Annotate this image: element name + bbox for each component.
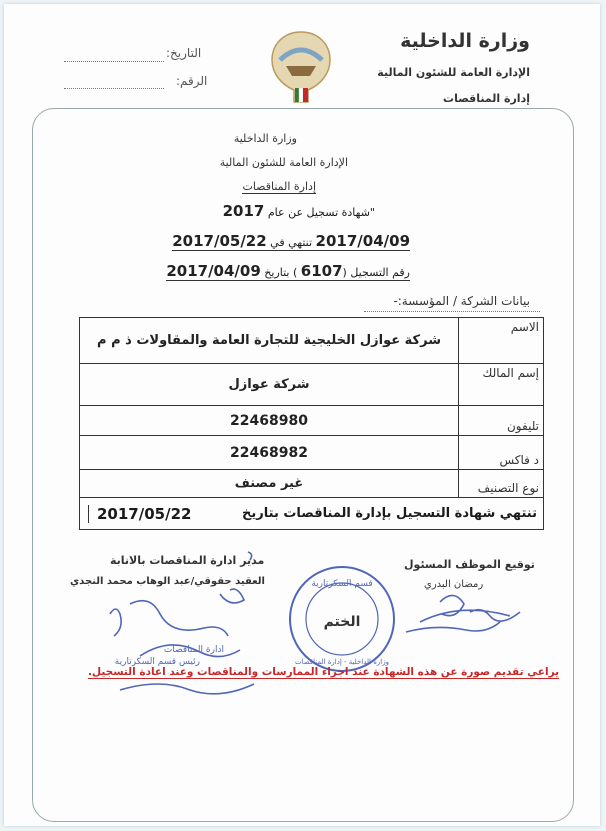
reg-date-label: ) بتاريخ — [264, 266, 298, 279]
expiry-date: 2017/05/22 — [88, 505, 191, 523]
valid-to-date: 2017/05/22 — [172, 232, 267, 250]
manager-title: مدير ادارة المناقصات بالانابة — [110, 554, 265, 567]
document-page — [4, 4, 600, 826]
cert-department: الإدارة العامة للشئون المالية — [219, 156, 348, 169]
stamp-top-text: قسم السكرتارية — [311, 579, 373, 589]
manager-name: العقيد حقوقي/عبد الوهاب محمد النجدي — [70, 576, 265, 587]
date-line — [64, 61, 164, 62]
handstamp-line2: رئيس قسم السكرتارية — [114, 657, 200, 667]
cert-ministry: وزارة الداخلية — [233, 132, 297, 145]
letterhead-department: الإدارة العامة للشئون المالية — [377, 66, 530, 79]
registration-line — [166, 262, 410, 281]
company-name-value: شركة عوازل الخليجية للتجارة العامة والمقاولات ذ م م — [80, 318, 459, 364]
expiry-cell — [80, 498, 544, 530]
employee-name: رمضان البدري — [424, 579, 484, 590]
table-row — [80, 436, 544, 470]
table-row — [80, 406, 544, 436]
letterhead-ministry: وزارة الداخلية — [400, 30, 530, 52]
handstamp-line1: ادارة المناقصات — [163, 645, 224, 655]
registration-note: يراعي تقديم صورة عن هذه الشهادة عند اجراء الممارسات والمناقصات وعند اعادة التسجيل. — [88, 666, 560, 678]
fax-label: د فاكس — [459, 436, 544, 470]
classification-value: غير مصنف — [80, 470, 459, 498]
letterhead-section: إدارة المناقصات — [443, 92, 530, 105]
manager-signature-icon — [100, 544, 270, 704]
number-line — [64, 88, 164, 89]
employee-signature-label: توقيع الموظف المسئول — [404, 558, 535, 571]
number-label: الرقم: — [176, 74, 208, 88]
heading-underline — [364, 311, 540, 312]
company-info-table — [79, 317, 544, 530]
company-data-heading: بيانات الشركة / المؤسسة:- — [393, 294, 530, 308]
official-stamp-icon — [287, 564, 397, 674]
table-row — [80, 498, 544, 530]
cert-title — [223, 202, 375, 220]
owner-label: إسم المالك — [459, 364, 544, 406]
reg-date: 2017/04/09 — [166, 262, 261, 280]
stamp-label: الختم — [323, 614, 361, 630]
reg-number: 6107 — [300, 262, 343, 280]
phone-label: تليفون — [459, 406, 544, 436]
reg-label: رقم التسجيل ( — [342, 266, 410, 279]
expiry-text: تنتهي شهادة التسجيل بإدارة المناقصات بتاريخ — [242, 506, 537, 521]
cert-title-text: "شهادة تسجيل عن عام — [267, 206, 375, 219]
validity-line — [172, 232, 410, 251]
company-name-label: الاسم — [459, 318, 544, 364]
phone-value: 22468980 — [80, 406, 459, 436]
date-label: التاريخ: — [166, 46, 202, 60]
table-row — [80, 364, 544, 406]
table-row — [80, 318, 544, 364]
classification-label: نوع التصنيف — [459, 470, 544, 498]
cert-section: إدارة المناقصات — [242, 180, 316, 193]
fax-value: 22468982 — [80, 436, 459, 470]
kuwait-emblem-icon — [266, 30, 336, 104]
valid-from-date: 2017/04/09 — [315, 232, 410, 250]
owner-value: شركة عوازل — [80, 364, 459, 406]
cert-year: 2017 — [222, 202, 265, 220]
table-row — [80, 470, 544, 498]
stamp-bottom-text: وزارة الداخلية - إدارة المناقصات — [295, 658, 389, 666]
ends-on-label: تنتهي في — [270, 236, 313, 249]
employee-signature-icon — [400, 582, 540, 652]
